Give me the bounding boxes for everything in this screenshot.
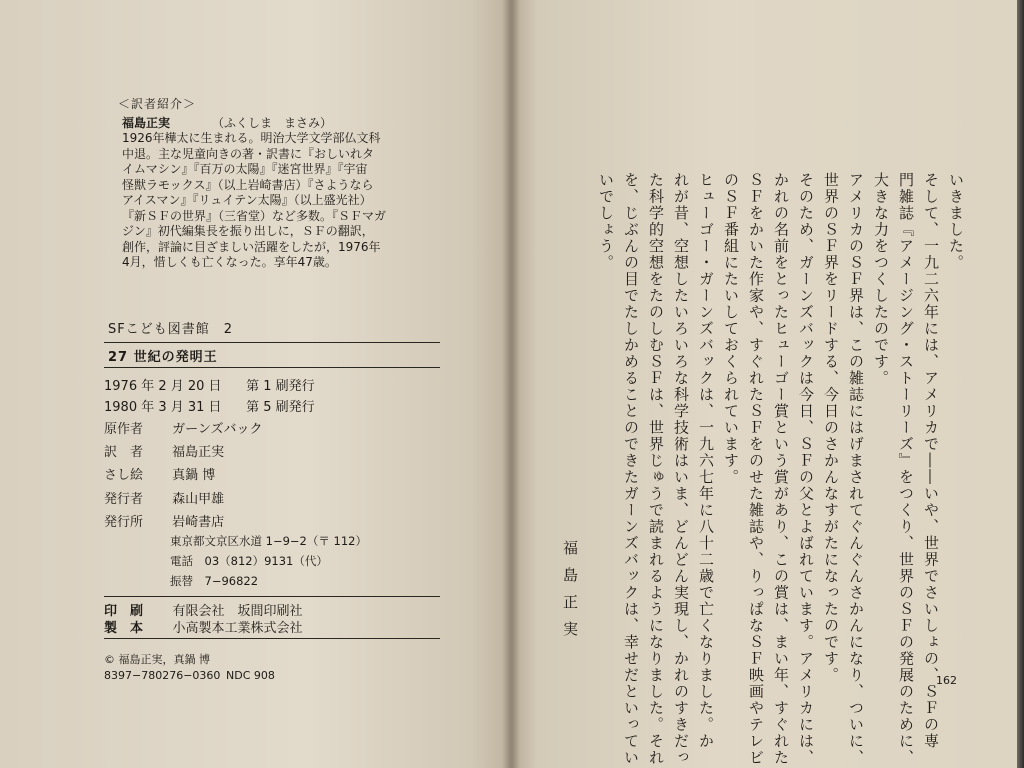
translator-bio bbox=[122, 131, 502, 271]
text-column: そのため、ガーンズバックは今日、ＳＦの父とよばれています。アメリカには、 bbox=[797, 172, 815, 766]
bio-line: 1926年樺太に生まれる。明治大学文学部仏文科 bbox=[122, 131, 381, 145]
text-column: 門雑誌『アメージング・ストーリーズ』をつくり、世界のＳＦの発展のために、 bbox=[897, 172, 915, 766]
publisher-phone: 電話 03（812）9131（代） bbox=[170, 554, 328, 568]
binder-row bbox=[104, 617, 303, 636]
printer-key: 印 刷 bbox=[104, 604, 144, 619]
book-title: 27 世紀の発明王 bbox=[108, 350, 218, 365]
ndc-code: NDC 908 bbox=[226, 669, 275, 682]
credit-row-publishing-house bbox=[104, 511, 224, 530]
credit-row-translator bbox=[104, 441, 224, 460]
text-column: そして、一九二六年には、アメリカで――いや、世界でさいしょの、ＳＦの専 bbox=[922, 172, 940, 750]
text-column: アメリカのＳＦ界は、この雑誌にはげまされてぐんぐんさかんになり、ついに、 bbox=[847, 172, 865, 766]
text-column: いでしょう。 bbox=[597, 172, 615, 271]
printing-label: 第 1 刷発行 bbox=[246, 379, 315, 394]
series-name: SFこども図書館 2 bbox=[108, 322, 234, 337]
divider bbox=[104, 596, 440, 597]
text-column: かれの名前をとったヒューゴー賞という賞があり、この賞は、まい年、すぐれた bbox=[772, 172, 790, 766]
credit-value: 岩崎書店 bbox=[172, 515, 225, 530]
book-gutter bbox=[502, 0, 520, 768]
printing-row bbox=[104, 396, 315, 415]
bio-line: ジン』初代編集長を振り出しに，ＳＦの翻訳， bbox=[122, 224, 374, 238]
bio-line: 『新ＳＦの世界』（三省堂）など多数。『ＳＦマガ bbox=[122, 208, 387, 223]
printing-date: 1976 年 2 月 20 日 bbox=[104, 379, 222, 394]
translator-profile-heading: ＜訳者紹介＞ bbox=[118, 97, 197, 111]
divider bbox=[104, 342, 440, 343]
credit-key: 発行所 bbox=[104, 515, 144, 530]
publisher-transfer-account: 振替 7−96822 bbox=[170, 574, 259, 588]
bio-line: 中退。主な児童向きの著・訳書に『おしいれタ bbox=[122, 146, 375, 161]
printing-row bbox=[104, 375, 315, 394]
copyright-notice: © 福島正実，真鍋 博 bbox=[104, 653, 210, 666]
text-column: れが昔、空想したいろいろな科学技術はいま、どんどん実現し、かれのすきだっ bbox=[672, 172, 690, 766]
translator-name-reading: （ふくしま まさみ） bbox=[212, 116, 333, 130]
text-column: た科学的空想をたのしむＳＦは、世界じゅうで読まれるようになりました。それ bbox=[647, 172, 665, 766]
credit-row-author bbox=[104, 418, 263, 437]
credit-key: 発行者 bbox=[104, 492, 144, 507]
binder-value: 小高製本工業株式会社 bbox=[172, 621, 303, 636]
credit-value: 真鍋 博 bbox=[172, 468, 216, 483]
text-column: ヒューゴー・ガーンズバックは、一九六七年に八十二歳で亡くなりました。か bbox=[697, 172, 715, 750]
text-column: のＳＦ番組にたいしておくられています。 bbox=[722, 172, 740, 486]
bio-line: 創作，評論に目ざましい活躍をしたが，1976年 bbox=[122, 239, 381, 254]
bio-line: 4月，惜しくも亡くなった。享年47歳。 bbox=[122, 255, 337, 269]
text-column: 世界のＳＦ界をリードする、今日のさかんなすがたになったのです。 bbox=[822, 172, 840, 684]
credit-row-illustrator bbox=[104, 464, 215, 483]
page-number: 162 bbox=[936, 674, 957, 687]
author-signature: 福島正実 bbox=[561, 540, 579, 648]
book-cover-edge bbox=[1017, 0, 1024, 768]
credit-value: ガーンズバック bbox=[172, 422, 263, 437]
translator-name: 福島正実 bbox=[122, 116, 171, 130]
text-column: 大きな力をつくしたのです。 bbox=[872, 172, 890, 387]
text-column: ＳＦをかいた作家や、すぐれたＳＦをのせた雑誌や、りっぱなＳＦ映画やテレビ bbox=[747, 172, 765, 766]
credit-value: 森山甲雄 bbox=[172, 492, 225, 507]
credit-value: 福島正実 bbox=[172, 445, 225, 460]
isbn-code: 8397−780276−0360 bbox=[104, 669, 221, 682]
divider bbox=[104, 638, 440, 639]
printing-date: 1980 年 3 月 31 日 bbox=[104, 400, 222, 415]
bio-line: アイスマン』『リュイテン太陽』（以上盛光社） bbox=[122, 193, 372, 207]
printing-label: 第 5 刷発行 bbox=[246, 400, 315, 415]
credit-key: 原作者 bbox=[104, 422, 144, 437]
binder-key: 製 本 bbox=[104, 621, 144, 636]
credit-row-publisher bbox=[104, 488, 224, 507]
credit-key: 訳 者 bbox=[104, 445, 144, 460]
text-column: を、じぶんの目でたしかめることのできたガーンズバックは、幸せだといってい bbox=[622, 172, 640, 766]
bio-line: イムマシン』『百万の太陽』『迷宮世界』『宇宙 bbox=[122, 162, 368, 176]
credit-key: さし絵 bbox=[104, 468, 144, 483]
printer-value: 有限会社 坂間印刷社 bbox=[172, 604, 303, 619]
text-column: いきました。 bbox=[947, 172, 965, 271]
bio-line: 怪獣ラモックス』（以上岩崎書店）『さようなら bbox=[122, 177, 374, 192]
divider bbox=[104, 367, 440, 368]
publisher-address: 東京都文京区水道 1−9−2（〒 112） bbox=[170, 534, 367, 548]
